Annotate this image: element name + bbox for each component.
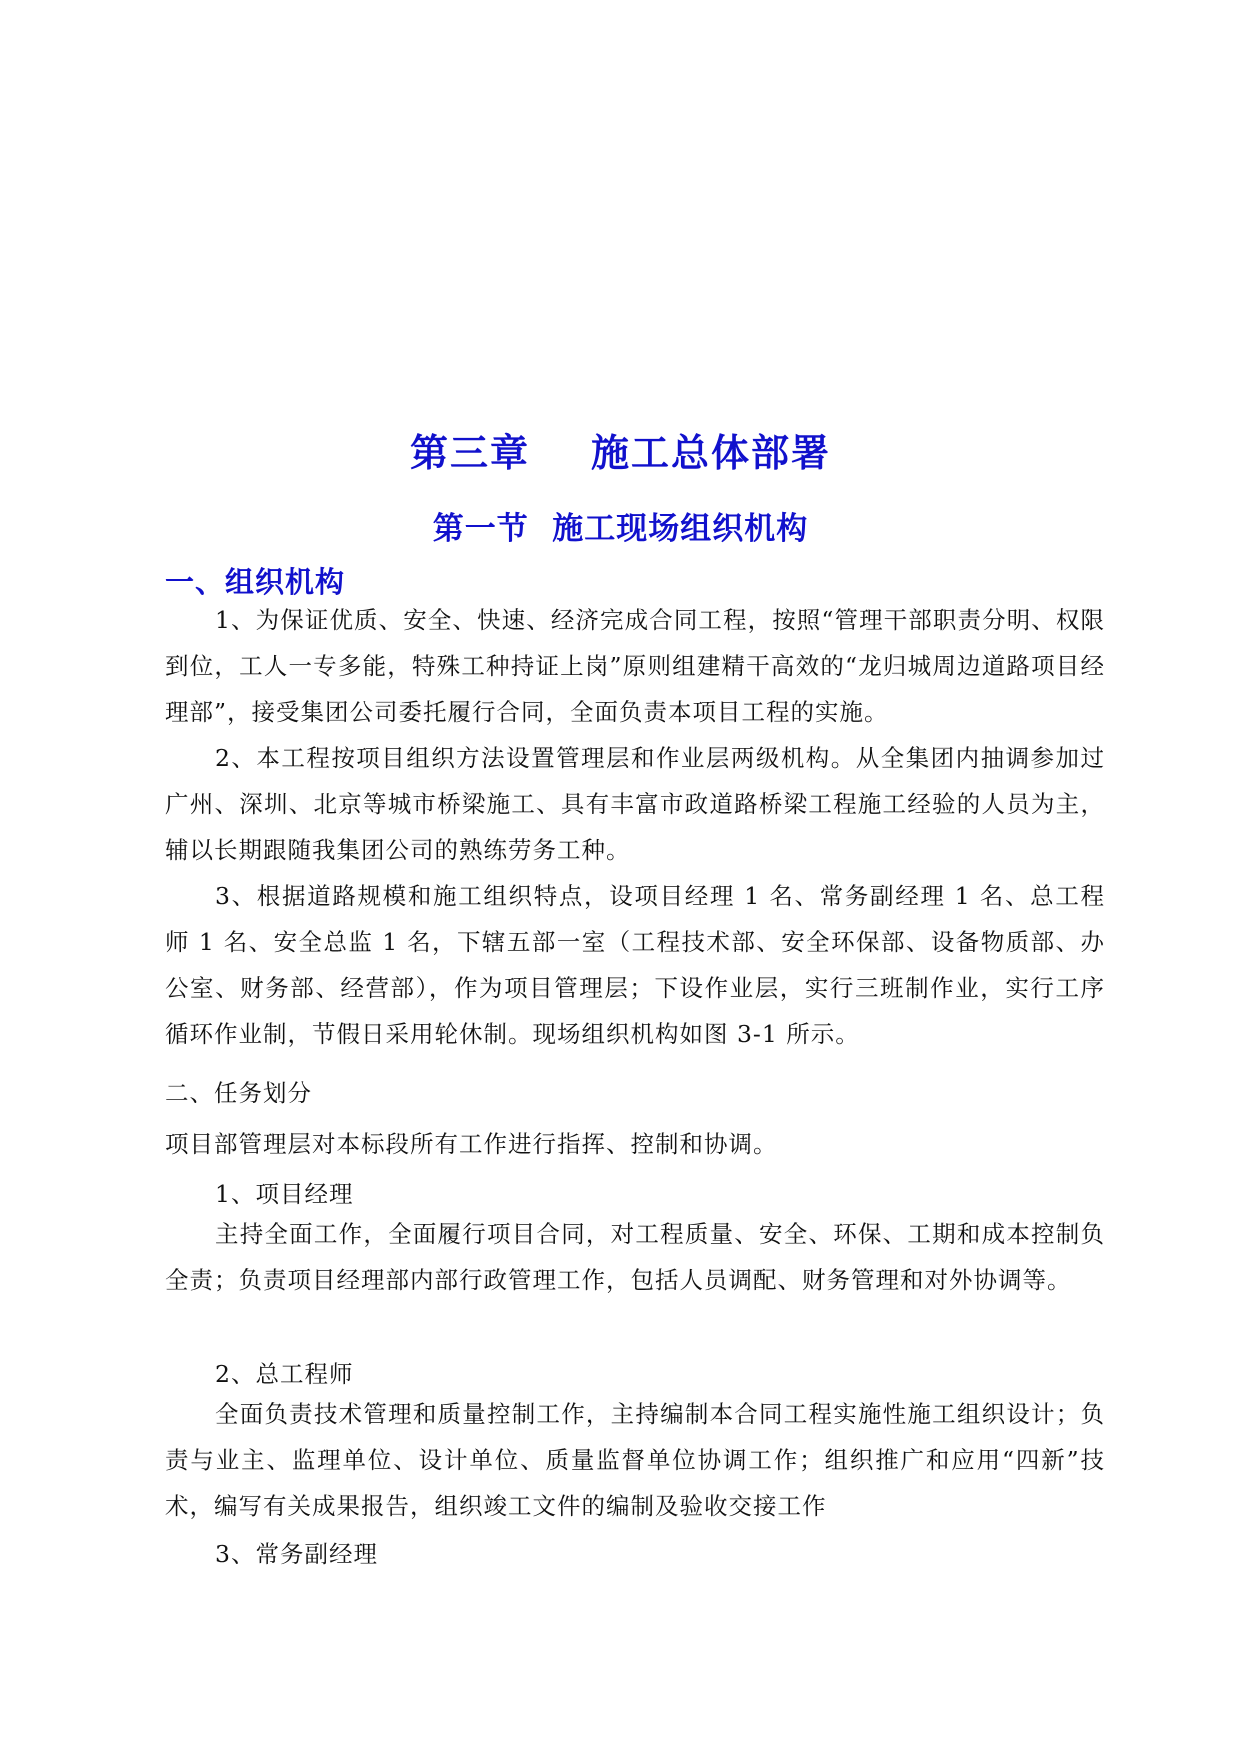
tasks-intro: 项目部管理层对本标段所有工作进行指挥、控制和协调。	[165, 1130, 778, 1158]
chapter-title: 第三章 施工总体部署	[410, 430, 831, 475]
org-paragraph-2: 2、本工程按项目组织方法设置管理层和作业层两级机构。从全集团内抽调参加过广州、深圳、北京等城市桥梁施工、具有丰富市政道路桥梁工程施工经验的人员为主，辅以长期跟随我集团公司的熟练劳务工种。	[165, 744, 1105, 864]
org-paragraph-1: 1、为保证优质、安全、快速、经济完成合同工程，按照“管理干部职责分明、权限到位，工人一专多能，特殊工种持证上岗”原则组建精干高效的“龙归城周边道路项目经理部”，接受集团公司委托履行合同，全面负责本项目工程的实施。	[165, 606, 1105, 726]
heading-organization: 一、组织机构	[165, 565, 346, 599]
role-desc-project-manager: 主持全面工作，全面履行项目合同，对工程质量、安全、环保、工期和成本控制负全责；负责项目经理部内部行政管理工作，包括人员调配、财务管理和对外协调等。	[165, 1220, 1105, 1294]
org-paragraph-3: 3、根据道路规模和施工组织特点，设项目经理 1 名、常务副经理 1 名、总工程师 1 名、安全总监 1 名，下辖五部一室（工程技术部、安全环保部、设备物质部、办公室、财务部、经营部），作为项目管理层；下设作业层，实行三班制作业，实行工序循环作业制，节假日采用轮休制。现场组织机构如图 3-1 所示。	[165, 882, 1105, 1048]
role-desc-chief-engineer: 全面负责技术管理和质量控制工作，主持编制本合同工程实施性施工组织设计；负责与业主、监理单位、设计单位、质量监督单位协调工作；组织推广和应用“四新”技术，编写有关成果报告，组织竣工文件的编制及验收交接工作	[165, 1400, 1105, 1520]
role-title-deputy-manager: 3、常务副经理	[215, 1540, 378, 1568]
section-title: 第一节 施工现场组织机构	[432, 511, 809, 547]
role-title-project-manager: 1、项目经理	[215, 1180, 354, 1208]
heading-task-division: 二、任务划分	[165, 1079, 312, 1107]
role-title-chief-engineer: 2、总工程师	[215, 1360, 354, 1388]
